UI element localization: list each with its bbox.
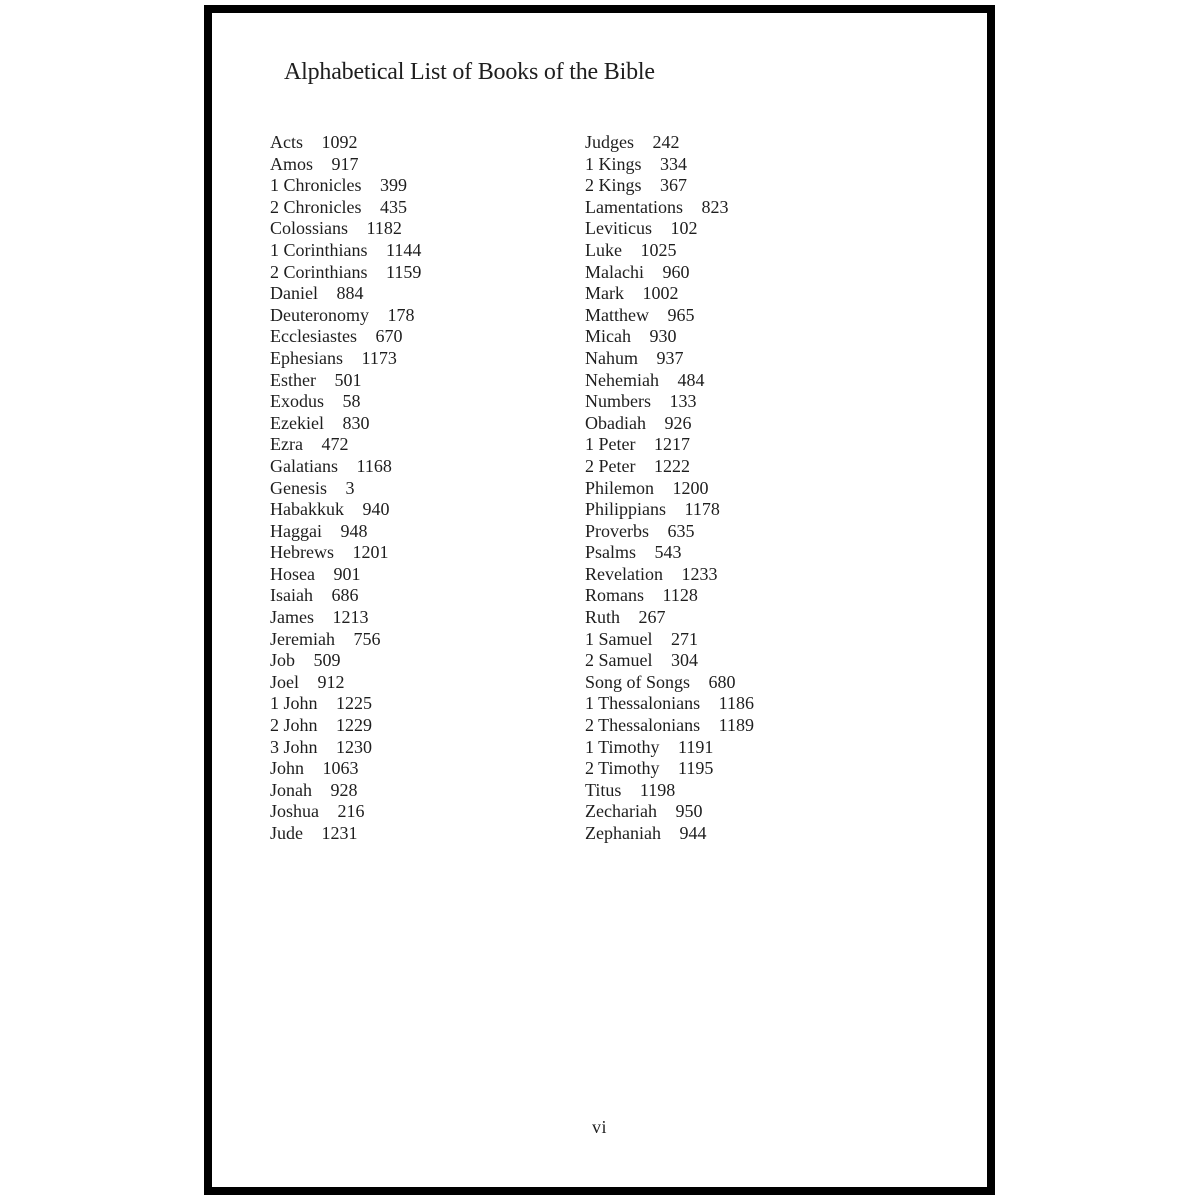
book-name: Deuteronomy	[270, 304, 369, 325]
book-name: Proverbs	[585, 520, 649, 541]
book-entry	[585, 283, 754, 305]
book-entry	[270, 737, 421, 759]
book-page-number: 501	[334, 369, 362, 390]
book-list-column-left	[270, 132, 421, 845]
page-number: vi	[591, 1117, 607, 1137]
book-name: 2 John	[270, 715, 318, 736]
book-name: Matthew	[585, 304, 649, 325]
book-name: Zechariah	[585, 801, 657, 822]
book-name: Revelation	[585, 563, 663, 584]
book-entry	[585, 154, 754, 176]
book-entry	[585, 348, 754, 370]
book-page-number: 58	[342, 391, 361, 412]
book-entry	[270, 650, 421, 672]
book-entry	[585, 413, 754, 435]
book-name: Micah	[585, 326, 631, 347]
book-name: 2 Timothy	[585, 758, 660, 779]
book-entry	[585, 801, 754, 823]
book-name: Luke	[585, 239, 622, 260]
book-entry	[585, 132, 754, 154]
book-entry	[270, 305, 421, 327]
page-title: Alphabetical List of Books of the Bible	[284, 59, 655, 85]
book-page-number: 930	[649, 326, 677, 347]
book-page-number: 1144	[386, 239, 422, 260]
book-name: Genesis	[270, 477, 327, 498]
book-name: Isaiah	[270, 585, 313, 606]
book-name: Acts	[270, 132, 303, 152]
book-name: 2 Kings	[585, 175, 642, 196]
book-name: Ephesians	[270, 347, 343, 368]
book-page-number: 1222	[653, 455, 690, 476]
book-page-number: 1200	[672, 477, 709, 498]
book-page-number: 1233	[681, 563, 718, 584]
book-entry	[585, 823, 754, 845]
book-page-number: 944	[679, 823, 707, 843]
book-entry	[270, 413, 421, 435]
book-entry	[585, 326, 754, 348]
book-page-number: 1168	[356, 455, 392, 476]
book-entry	[585, 218, 754, 240]
book-entry	[270, 758, 421, 780]
book-entry	[270, 564, 421, 586]
book-page-number: 509	[313, 650, 341, 671]
book-name: Malachi	[585, 261, 644, 282]
book-name: 2 Chronicles	[270, 196, 362, 217]
book-page-number: 884	[336, 283, 364, 304]
book-name: Lamentations	[585, 196, 683, 217]
book-name: Haggai	[270, 520, 322, 541]
book-name: Exodus	[270, 391, 324, 412]
book-entry	[270, 283, 421, 305]
book-page-number: 680	[708, 671, 736, 692]
book-entry	[270, 521, 421, 543]
book-name: Joel	[270, 671, 299, 692]
book-page-number: 823	[701, 196, 729, 217]
book-entry	[585, 542, 754, 564]
book-page-number: 133	[669, 391, 697, 412]
book-page-number: 435	[380, 196, 407, 217]
book-entry	[270, 456, 421, 478]
book-name: 1 Peter	[585, 434, 636, 455]
book-entry	[585, 305, 754, 327]
book-name: 1 Samuel	[585, 628, 653, 649]
book-page-number: 1002	[642, 283, 679, 304]
book-entry	[585, 370, 754, 392]
book-entry	[585, 564, 754, 586]
book-name: 1 Corinthians	[270, 239, 368, 260]
book-entry	[585, 240, 754, 262]
book-entry	[585, 607, 754, 629]
book-entry	[270, 607, 421, 629]
book-name: Daniel	[270, 283, 318, 304]
book-name: Amos	[270, 153, 314, 174]
book-name: Titus	[585, 779, 622, 800]
book-page-number: 1159	[386, 261, 422, 282]
book-name: Jeremiah	[270, 628, 335, 649]
book-entry	[270, 175, 421, 197]
book-entry	[585, 391, 754, 413]
book-page-number: 472	[321, 434, 349, 455]
book-entry	[585, 715, 754, 737]
book-name: Leviticus	[585, 218, 652, 239]
book-name: 2 Corinthians	[270, 261, 368, 282]
book-name: Mark	[585, 283, 624, 304]
book-entry	[585, 262, 754, 284]
book-entry	[270, 391, 421, 413]
book-page-number: 367	[660, 175, 688, 196]
book-page-number: 1191	[678, 736, 714, 757]
book-name: John	[270, 758, 305, 779]
book-page-number: 1173	[361, 347, 397, 368]
book-page-number: 1025	[640, 239, 677, 260]
book-page-number: 917	[331, 153, 359, 174]
book-entry	[585, 629, 754, 651]
book-name: 3 John	[270, 736, 318, 757]
book-name: Song of Songs	[585, 671, 691, 692]
book-page-number: 950	[675, 801, 703, 822]
book-entry	[270, 348, 421, 370]
book-page-number: 901	[333, 563, 361, 584]
book-entry	[270, 693, 421, 715]
book-name: Ezekiel	[270, 412, 324, 433]
book-entry	[270, 672, 421, 694]
book-entry	[270, 326, 421, 348]
book-entry	[270, 218, 421, 240]
book-page-number: 830	[342, 412, 370, 433]
book-page-number: 1213	[332, 607, 369, 628]
book-list-column-right	[585, 132, 754, 845]
book-name: Philemon	[585, 477, 655, 498]
book-entry	[270, 240, 421, 262]
book-page-number: 937	[656, 347, 684, 368]
book-page-number: 242	[652, 132, 680, 152]
book-name: Jude	[270, 823, 303, 843]
book-name: Numbers	[585, 391, 651, 412]
book-entry	[585, 478, 754, 500]
book-page-number: 267	[638, 607, 666, 628]
book-page-number: 686	[331, 585, 359, 606]
book-name: 1 John	[270, 693, 318, 714]
book-page-number: 1182	[366, 218, 402, 239]
book-entry	[270, 154, 421, 176]
book-entry	[270, 542, 421, 564]
book-entry	[585, 672, 754, 694]
book-page-number: 756	[353, 628, 381, 649]
book-entry	[585, 434, 754, 456]
book-page	[204, 5, 995, 1195]
book-page-number: 1186	[718, 693, 754, 714]
book-entry	[270, 823, 421, 845]
book-page-number: 1201	[352, 542, 389, 563]
book-name: Nehemiah	[585, 369, 659, 390]
book-entry	[270, 585, 421, 607]
book-entry	[270, 262, 421, 284]
book-page-number: 543	[654, 542, 682, 563]
book-page-number: 1217	[653, 434, 690, 455]
book-name: Psalms	[585, 542, 637, 563]
book-page-number: 912	[317, 671, 345, 692]
book-page-number: 1229	[336, 715, 373, 736]
book-page-number: 399	[380, 175, 407, 196]
book-page-number: 948	[340, 520, 368, 541]
book-page-number: 3	[345, 477, 355, 498]
book-name: Hosea	[270, 563, 315, 584]
book-name: Joshua	[270, 801, 319, 822]
book-page-number: 1063	[322, 758, 359, 779]
book-entry	[270, 715, 421, 737]
book-entry	[585, 521, 754, 543]
book-page-number: 635	[667, 520, 695, 541]
book-page-number: 216	[337, 801, 365, 822]
book-page-number: 1225	[336, 693, 373, 714]
book-page-number: 1231	[321, 823, 358, 843]
book-page-number: 334	[660, 153, 688, 174]
book-entry	[270, 780, 421, 802]
book-page-number: 1092	[321, 132, 358, 152]
book-page-number: 1195	[678, 758, 714, 779]
book-entry	[585, 175, 754, 197]
book-name: Judges	[585, 132, 634, 152]
book-name: 1 Timothy	[585, 736, 660, 757]
book-page-number: 926	[664, 412, 692, 433]
book-entry	[585, 737, 754, 759]
book-page-number: 178	[387, 304, 415, 325]
book-page-number: 304	[671, 650, 698, 671]
book-name: Hebrews	[270, 542, 334, 563]
book-name: James	[270, 607, 314, 628]
book-name: Galatians	[270, 455, 338, 476]
book-name: Philippians	[585, 499, 667, 520]
book-page-number: 484	[677, 369, 705, 390]
book-name: Esther	[270, 369, 316, 390]
book-entry	[585, 197, 754, 219]
book-name: 1 Kings	[585, 153, 642, 174]
book-page-number: 102	[670, 218, 698, 239]
book-page-number: 670	[375, 326, 403, 347]
book-name: Obadiah	[585, 412, 646, 433]
book-entry	[585, 693, 754, 715]
book-page-number: 940	[362, 499, 390, 520]
book-name: Colossians	[270, 218, 349, 239]
book-name: 2 Peter	[585, 455, 636, 476]
book-entry	[270, 499, 421, 521]
book-entry	[270, 197, 421, 219]
book-entry	[270, 434, 421, 456]
book-entry	[270, 478, 421, 500]
book-entry	[270, 801, 421, 823]
book-page-number: 1198	[639, 779, 676, 800]
book-entry	[585, 585, 754, 607]
book-name: Jonah	[270, 779, 312, 800]
book-entry	[585, 758, 754, 780]
book-page-number: 1189	[718, 715, 754, 736]
book-entry	[585, 650, 754, 672]
book-entry	[270, 132, 421, 154]
book-name: 2 Samuel	[585, 650, 653, 671]
book-name: Ecclesiastes	[270, 326, 357, 347]
book-page-number: 928	[330, 779, 358, 800]
book-page-number: 1230	[336, 736, 373, 757]
book-name: Romans	[585, 585, 645, 606]
book-entry	[585, 456, 754, 478]
book-name: Habakkuk	[270, 499, 344, 520]
book-name: Job	[270, 650, 296, 671]
book-name: Nahum	[585, 347, 638, 368]
book-page-number: 1128	[662, 585, 698, 606]
book-name: 1 Chronicles	[270, 175, 362, 196]
book-name: 2 Thessalonians	[585, 715, 701, 736]
book-entry	[270, 370, 421, 392]
book-entry	[585, 499, 754, 521]
book-entry	[585, 780, 754, 802]
book-page-number: 1178	[684, 499, 720, 520]
book-entry	[270, 629, 421, 651]
book-name: Zephaniah	[585, 823, 661, 843]
book-name: Ezra	[270, 434, 303, 455]
book-page-number: 965	[667, 304, 695, 325]
book-name: Ruth	[585, 607, 621, 628]
book-name: 1 Thessalonians	[585, 693, 701, 714]
book-page-number: 960	[662, 261, 690, 282]
book-page-number: 271	[671, 628, 698, 649]
